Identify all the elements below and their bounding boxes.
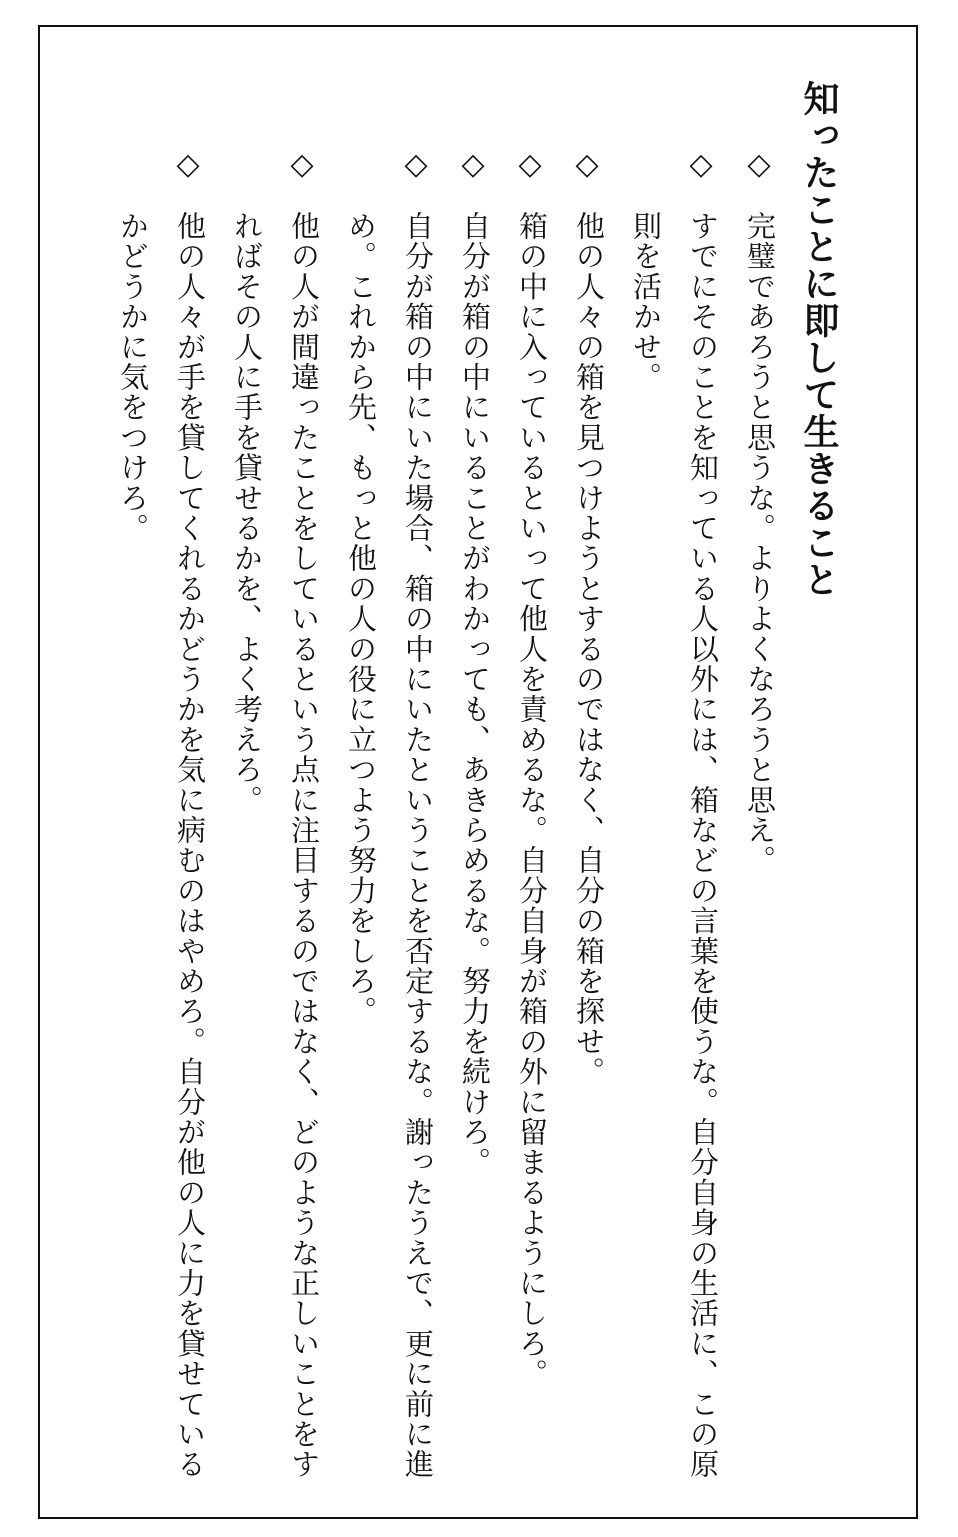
list-item: 他の人々が手を貸してくれるかどうかを気に病むのはやめろ。自分が他の人に力を貸せているかどうかに気をつけろ。 — [116, 211, 207, 1480]
page-title: 知ったことに即して生きること — [798, 80, 839, 598]
list-item: 自分が箱の中にいた場合、箱の中にいたということを否定するな。謝ったうえで、更に前に進め。これから先、もっと他の人の役に立つよう努力をしろ。 — [344, 211, 435, 1480]
list-item: 他の人が間違ったことをしているという点に注目するのではなく、どのような正しいことをすればその人に手を貸せるかを、よく考えろ。 — [230, 211, 321, 1480]
list-item: 他の人々の箱を見つけようとするのではなく、自分の箱を探せ。 — [572, 211, 606, 1087]
bullet-diamond-icon: ◇ — [575, 147, 599, 182]
bullet-diamond-icon: ◇ — [404, 147, 428, 182]
bullet-diamond-icon: ◇ — [176, 147, 200, 182]
bullet-diamond-icon: ◇ — [461, 147, 485, 182]
bullet-diamond-icon: ◇ — [689, 147, 713, 182]
list-item: 箱の中に入っているといって他人を責めるな。自分自身が箱の外に留まるようにしろ。 — [515, 211, 549, 1389]
list-item: 自分が箱の中にいることがわかっても、あきらめるな。努力を続けろ。 — [458, 211, 492, 1178]
bullet-diamond-icon: ◇ — [518, 147, 542, 182]
bullet-diamond-icon: ◇ — [747, 147, 771, 182]
list-item: 完璧であろうと思うな。よりよくなろうと思え。 — [743, 211, 777, 876]
list-item: すでにそのことを知っている人以外には、箱などの言葉を使うな。自分自身の生活に、この原則を活かせ。 — [629, 211, 720, 1480]
bullet-diamond-icon: ◇ — [290, 147, 314, 182]
